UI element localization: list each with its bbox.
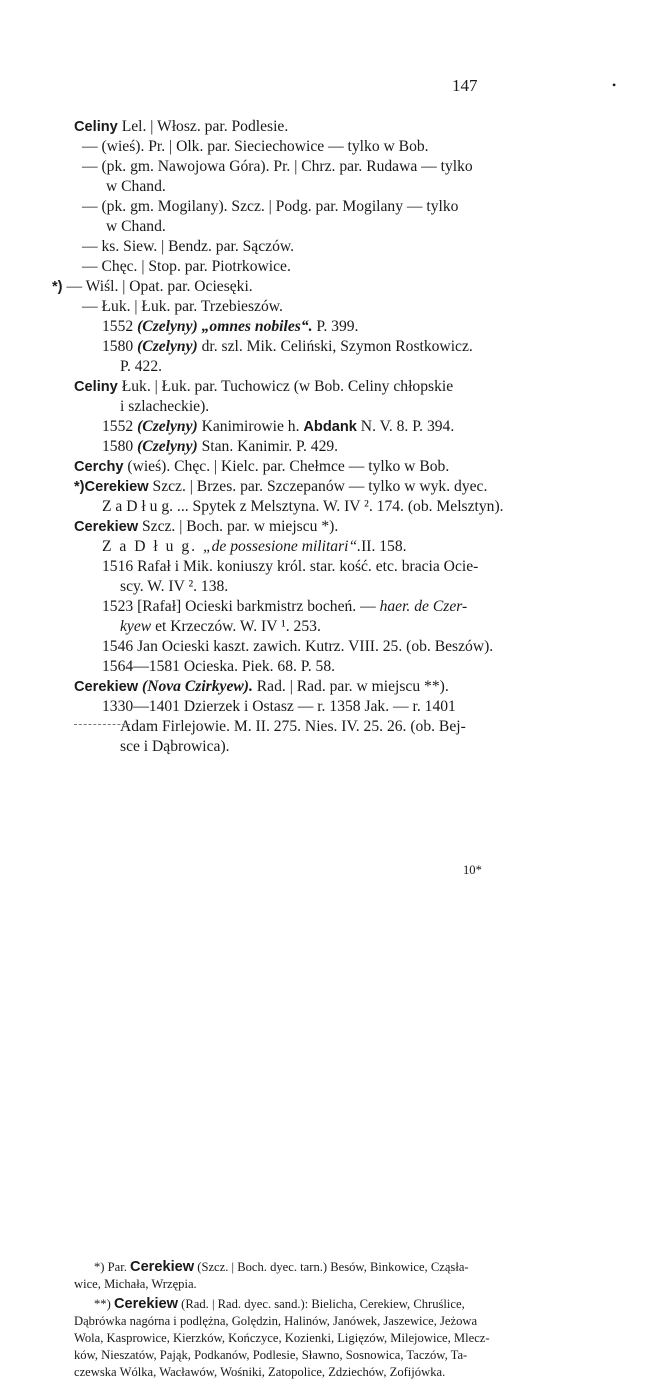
text-line: [102, 597, 467, 617]
text-line-segment: — (pk. gm. Mogilany). Szcz. | Podg. par. Mogilany — tylko: [82, 198, 459, 215]
text-line-segment: (Czelyny): [137, 438, 198, 455]
footnote-line-segment: **): [94, 1297, 114, 1311]
footnote-line-segment: (Rad. | Rad. dyec. sand.): Bielicha, Cerekiew, Chruślice,: [178, 1297, 465, 1311]
text-line-segment: Szcz. | Brzes. par. Szczepanów — tylko w wyk. dyec.: [148, 478, 488, 495]
text-line: [74, 477, 487, 497]
text-line: [102, 557, 478, 577]
text-line-segment: Abdank: [303, 419, 357, 435]
text-line-segment: 1330—1401 Dzierzek i Ostasz — r. 1358 Jak. — r. 1401: [102, 698, 456, 715]
footnote-line-segment: czewska Wólka, Wacławów, Wośniki, Zatopolice, Zdziechów, Zofijówka.: [74, 1365, 446, 1379]
margin-mark: •: [612, 78, 617, 92]
footnote-line-segment: Cerekiew: [130, 1259, 195, 1275]
text-line-segment: Celiny: [74, 119, 118, 135]
text-line: [74, 457, 449, 477]
text-line: [120, 397, 209, 417]
footnote-line: [74, 1276, 197, 1293]
text-line: [74, 517, 338, 537]
text-line-segment: (Nova Czirkyew).: [142, 678, 253, 695]
text-line: [82, 157, 473, 177]
text-line: [102, 537, 407, 557]
text-line-segment: Łuk. | Łuk. par. Tuchowicz (w Bob. Celiny chłopskie: [117, 378, 454, 395]
text-line-segment: Lel. | Włosz. par. Podlesie.: [117, 118, 289, 135]
text-line: [74, 377, 453, 397]
text-line-segment: 1552: [102, 318, 138, 335]
text-line: [102, 337, 473, 357]
footnote-line-segment: Wola, Kasprowice, Kierzków, Kończyce, Kozienki, Ligięzów, Milejowice, Mlecz-: [74, 1331, 490, 1345]
text-line-segment: w Chand.: [106, 218, 166, 235]
text-line-segment: 1580: [102, 438, 138, 455]
footnote-line-segment: *) Par.: [94, 1260, 131, 1274]
text-line-segment: — (pk. gm. Nawojowa Góra). Pr. | Chrz. par. Rudawa — tylko: [82, 158, 473, 175]
text-line: [120, 577, 228, 597]
text-line: [74, 677, 449, 697]
footnote-separator: [74, 724, 130, 725]
text-line-segment: „de possesione militari“.: [202, 538, 362, 555]
text-line: [52, 277, 253, 297]
text-line: [106, 217, 166, 237]
text-line-segment: *)Cerekiew: [74, 479, 149, 495]
text-line: [120, 357, 162, 377]
footnote-line: [74, 1347, 467, 1364]
text-line-segment: Z a D ł u g. ... Spytek z Melsztyna. W. IV ². 174. (ob. Melsztyn).: [102, 498, 504, 515]
footnote-line-segment: Dąbrówka nagórna i podlężna, Golędzin, Halinów, Janówek, Jaszewice, Jeżowa: [74, 1314, 478, 1328]
text-line: [82, 297, 283, 317]
footnote-line-segment: wice, Michała, Wrzępia.: [74, 1277, 197, 1291]
text-line-segment: scy. W. IV ². 138.: [120, 578, 229, 595]
text-line-segment: — Chęc. | Stop. par. Piotrkowice.: [82, 258, 291, 275]
footnote-line: [74, 1364, 445, 1381]
text-line-segment: — (wieś). Pr. | Olk. par. Sieciechowice — tylko w Bob.: [82, 138, 429, 155]
footnote-line: [74, 1330, 490, 1347]
text-line-segment: (Czelyny): [137, 418, 198, 435]
text-line-segment: 1552: [102, 418, 138, 435]
text-line-segment: (wieś). Chęc. | Kielc. par. Chełmce — tylko w Bob.: [123, 458, 450, 475]
signature-mark: 10*: [463, 863, 482, 877]
page-number: 147: [452, 76, 478, 95]
text-line-segment: dr. szl. Mik. Celiński, Szymon Rostkowicz.: [197, 338, 473, 355]
text-line: [82, 257, 291, 277]
text-line: [102, 497, 504, 517]
text-line-segment: N. V. 8. P. 394.: [356, 418, 455, 435]
text-line: [120, 717, 466, 737]
text-line: [102, 637, 493, 657]
text-line: [82, 137, 429, 157]
text-line: [102, 657, 335, 677]
text-line-segment: Z a D ł u g.: [102, 538, 203, 555]
footnote-line: [94, 1259, 469, 1276]
text-line: [102, 317, 358, 337]
text-line-segment: (Czelyny) „omnes nobiles“.: [137, 318, 313, 335]
text-line: [102, 697, 456, 717]
text-line-segment: — Łuk. | Łuk. par. Trzebieszów.: [82, 298, 283, 315]
text-line-segment: — ks. Siew. | Bendz. par. Sączów.: [82, 238, 295, 255]
footnote-line-segment: ków, Nieszatów, Pająk, Podkanów, Podlesie, Sławno, Sosnowica, Taczów, Ta-: [74, 1348, 468, 1362]
text-line-segment: 1523 [Rafał] Ocieski barkmistrz bocheń. —: [102, 598, 380, 615]
text-line-segment: Rad. | Rad. par. w miejscu **).: [252, 678, 449, 695]
text-line-segment: Cerekiew: [74, 679, 139, 695]
text-line-segment: w Chand.: [106, 178, 166, 195]
footnote-line: [74, 1313, 477, 1330]
text-line-segment: 1564—1581 Ocieska. Piek. 68. P. 58.: [102, 658, 336, 675]
text-line-segment: P. 399.: [312, 318, 359, 335]
text-line: [102, 437, 338, 457]
text-line-segment: 1546 Jan Ocieski kaszt. zawich. Kutrz. VIII. 25. (ob. Beszów).: [102, 638, 494, 655]
text-line-segment: Stan. Kanimir. P. 429.: [197, 438, 339, 455]
text-line-segment: *): [52, 279, 63, 295]
text-line-segment: Celiny: [74, 379, 118, 395]
text-line-segment: Szcz. | Boch. par. w miejscu *).: [138, 518, 339, 535]
text-line: [120, 737, 230, 757]
text-line-segment: (Czelyny): [137, 338, 198, 355]
text-line-segment: Cerekiew: [74, 519, 139, 535]
text-line-segment: — Wiśl. | Opat. par. Ociesęki.: [62, 278, 253, 295]
text-line-segment: II. 158.: [361, 538, 407, 555]
text-line-segment: Cerchy: [74, 459, 124, 475]
text-line-segment: sce i Dąbrowica).: [120, 738, 230, 755]
text-line-segment: kyew: [120, 618, 152, 635]
footnote-line: [94, 1296, 465, 1313]
text-line: [120, 617, 321, 637]
text-line: [106, 177, 166, 197]
text-line-segment: 1516 Rafał i Mik. koniuszy król. star. kość. etc. bracia Ocie-: [102, 558, 479, 575]
text-line: [74, 117, 288, 137]
text-line-segment: 1580: [102, 338, 138, 355]
footnote-line-segment: (Szcz. | Boch. dyec. tarn.) Besów, Binkowice, Cząsła-: [194, 1260, 469, 1274]
footnote-line-segment: Cerekiew: [113, 1296, 179, 1312]
text-line-segment: haer. de Czer-: [379, 598, 468, 615]
text-line-segment: Kanimirowie h.: [197, 418, 304, 435]
text-line-segment: et Krzeczów. W. IV ¹. 253.: [151, 618, 321, 635]
text-line: [102, 417, 454, 437]
text-line: [82, 237, 294, 257]
text-line-segment: i szlacheckie).: [120, 398, 210, 415]
text-line-segment: P. 422.: [120, 358, 163, 375]
text-line-segment: Adam Firlejowie. M. II. 275. Nies. IV. 25. 26. (ob. Bej-: [120, 718, 466, 735]
text-line: [82, 197, 458, 217]
